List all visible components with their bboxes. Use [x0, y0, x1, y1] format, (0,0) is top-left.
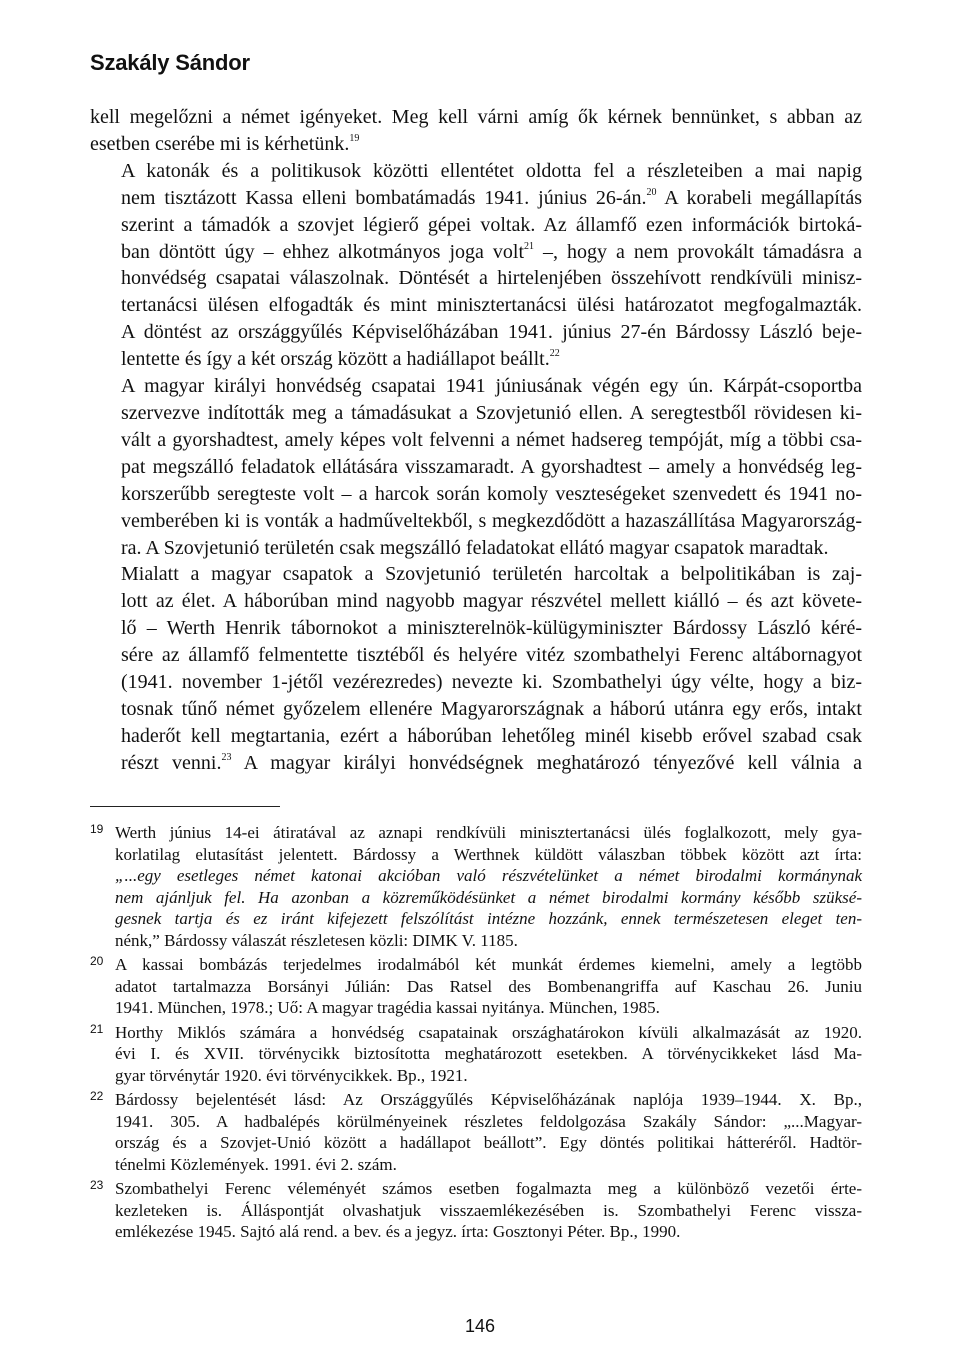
footnote-ref-20[interactable]: 20 [646, 186, 657, 198]
text-line: korszerűbb seregteste volt – a harcok során komoly veszteségeket szenvedett és 1941 no- [121, 482, 862, 505]
text-line: sére az államfő felmentette tisztéből és helyére vitéz szombathelyi Ferenc altábornagyot [121, 644, 862, 667]
footnote-line: ország és a Szovjet-Unió között a hadállapot beállott”. Egy döntés politikai hátteréről. Hadtör- [115, 1133, 862, 1152]
text-line: kell megelőzni a német igényeket. Meg kell várni amíg ők kérnek bennünket, s abban az [90, 106, 862, 128]
text-segment: nem tisztázott Kassa elleni bombatámadás 1941. június 26-án. [121, 186, 647, 209]
footnote-number: 20 [90, 954, 104, 968]
footnote-ref-21[interactable]: 21 [524, 240, 535, 252]
footnote-line: A kassai bombázás terjedelmes irodalmából két munkát érdemes kiemelni, amely a legtöbb [115, 955, 862, 974]
text-line: A döntést az országgyűlés Képviselőházában 1941. június 27-én Bárdossy László beje- [121, 321, 862, 344]
text-line: szervezve indították meg a támadásukat a Szovjetunió ellen. A seregtestből rövidesen ki- [121, 401, 862, 424]
footnote-23 [90, 1178, 862, 1243]
footnote-number: 19 [90, 822, 104, 836]
paragraph-3 [90, 373, 862, 561]
text-segment: esetben cserébe mi is kérhetünk. [90, 132, 350, 155]
running-head: Szakály Sándor [90, 50, 250, 75]
text-segment: –, hogy a nem provokált támadásra a [534, 240, 862, 263]
text-line: lott az élet. A háborúban mind nagyobb magyar részvétel mellett kiálló – és azt követe- [121, 590, 862, 613]
footnote-ref-19[interactable]: 19 [349, 132, 360, 144]
text-line [90, 346, 862, 373]
footnote-line: Werth június 14-ei átiratával az aznapi rendkívüli minisztertanácsi ülés foglalkozott, mely gya- [115, 823, 862, 842]
footnotes [90, 822, 862, 1246]
text-line [90, 750, 862, 777]
footnote-line: nem ajánljuk fel. Ha azonban a közreműködésünket a német birodalmi kormány később szüksé- [115, 887, 862, 907]
text-line [90, 131, 862, 158]
text-line: pat megszálló feladatok ellátására visszamaradt. A gyorshadtest – amely a honvédség leg- [121, 455, 862, 478]
text-segment: ban döntött úgy – ehhez alkotmányos joga volt [121, 240, 525, 263]
footnote-19 [90, 822, 862, 951]
footnote-separator [90, 806, 280, 807]
footnote-line: gyar törvénytár 1920. évi törvénycikkek. Bp., 1921. [115, 1065, 468, 1085]
footnote-ref-22[interactable]: 22 [549, 348, 560, 360]
footnote-line: Szombathelyi Ferenc véleményét számos esetben fogalmazta meg a különböző vezetői érte- [115, 1179, 862, 1198]
footnote-line: 1941. 305. A hadbalépés körülményeinek részletes feldolgozása Szakály Sándor: „...Magyar- [115, 1111, 862, 1131]
footnote-line: ténelmi Közlemények. 1991. évi 2. szám. [115, 1154, 397, 1174]
footnote-line: „...egy esetleges német katonai akcióban való részvételünket a német birodalmi kormánynak [115, 866, 862, 885]
footnote-21 [90, 1022, 862, 1087]
footnote-line: Bárdossy bejelentését lásd: Az Országgyűlés Képviselőházának naplója 1939–1944. X. Bp., [115, 1090, 862, 1109]
footnote-22 [90, 1089, 862, 1175]
text-line [90, 239, 862, 266]
text-line: A magyar királyi honvédség csapatai 1941 júniusának végén egy ún. Kárpát-csoportba [121, 375, 862, 398]
text-line: szerint a támadók a szovjet légierő gépei voltak. Az államfő ezen információk birtoká- [121, 213, 862, 236]
footnote-line: gesnek tartja és ez iránt kifejezett felszólítást intézne hozzánk, ennek természetesen eleget ten- [115, 909, 862, 928]
footnote-line: adatot tartalmazza Borsányi Júlián: Das Ratsel des Bombenangriffa auf Kaschau 26. Juniu [115, 976, 862, 996]
footnote-line: Horthy Miklós számára a honvédség csapatainak országhatárokon kívüli alkalmazását az 1920. [115, 1022, 862, 1042]
paragraph-2 [90, 158, 862, 373]
text-line: A katonák és a politikusok közötti ellentétet oldotta fel a részleteiben a mai napig [121, 159, 862, 182]
paragraph-1 [90, 104, 862, 158]
text-line [90, 185, 862, 212]
footnote-line: kezleteken is. Álláspontját olvashatjuk visszaemlékezésében is. Szombathelyi Ferenc vissza- [115, 1200, 862, 1220]
text-segment: A magyar királyi honvédségnek meghatározó tényezővé kell válnia a [231, 751, 862, 774]
paragraph-4 [90, 561, 862, 776]
text-line: ra. A Szovjetunió területén csak megszálló feladatokat ellátó magyar csapatok maradtak. [121, 536, 829, 559]
footnote-ref-23[interactable]: 23 [221, 751, 232, 763]
text-line: Mialatt a magyar csapatok a Szovjetunió területén harcoltak a belpolitikában is zaj- [121, 563, 862, 586]
page-number: 146 [464, 1316, 496, 1336]
footnote-line: korlatilag elutasítást jelentett. Bárdossy a Werthnek küldött válaszban többek között azt írta: [115, 844, 862, 864]
footnote-line: nénk,” Bárdossy válaszát részletesen közli: DIMK V. 1185. [115, 930, 518, 950]
main-text [90, 104, 862, 777]
footnote-number: 22 [90, 1089, 104, 1103]
text-segment: részt venni. [121, 751, 222, 774]
footnote-number: 23 [90, 1178, 104, 1192]
text-segment: lentette és így a két ország között a hadiállapot beállt. [121, 348, 550, 371]
text-line: vemberében ki is vonták a hadműveltekből, s megkezdődött a hazaszállítása Magyarország- [121, 509, 862, 532]
text-line: tertanácsi ülésen elfogadták és mint minisztertanácsi ülési határozatot megfogalmazták. [121, 294, 862, 317]
footnote-line: évi I. és XVII. törvénycikk biztosította meghatározott esetekben. A törvénycikkeket lásd Ma- [115, 1044, 862, 1063]
text-line: (1941. november 1-jétől vezérezredes) nevezte ki. Szombathelyi úgy vélte, hogy a biz- [121, 671, 862, 694]
text-line: lő – Werth Henrik tábornokot a miniszterelnök-külügyminiszter Bárdossy László kéré- [121, 617, 862, 640]
text-line: vált a gyorshadtest, amely képes volt felvenni a német hadsereg tempóját, míg a többi csa- [121, 428, 862, 451]
footnote-line: emlékezése 1945. Sajtó alá rend. a bev. és a jegyz. írta: Gosztonyi Péter. Bp., 1990. [115, 1222, 681, 1241]
footnote-line: 1941. München, 1978.; Uő: A magyar tragédia kassai nyitánya. München, 1985. [115, 998, 660, 1017]
text-line: haderőt kell megtartania, ezért a háborúban lehetőleg minél kisebb erővel szabad csak [121, 724, 862, 747]
footnote-20 [90, 954, 862, 1019]
text-segment: A korabeli megállapítás [656, 186, 863, 209]
text-line: honvédség csapatai válaszolnak. Döntését a hirtelenjében összehívott rendkívüli minisz- [121, 267, 862, 290]
footnote-number: 21 [90, 1021, 104, 1036]
text-line: tosnak tűnő német győzelem ellenére Magyarországnak a háború utánra egy erős, intakt [121, 697, 862, 720]
